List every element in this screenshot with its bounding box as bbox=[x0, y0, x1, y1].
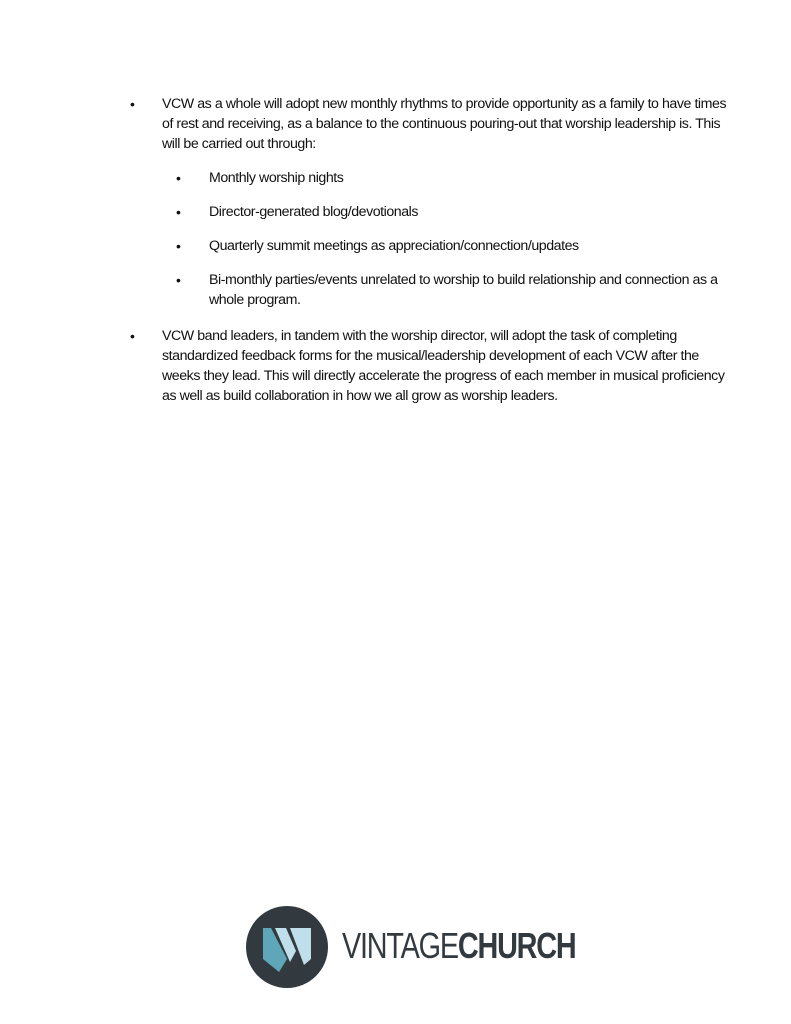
bullet-icon: • bbox=[176, 204, 181, 220]
bullet-icon: • bbox=[176, 170, 181, 186]
vintage-church-logo bbox=[246, 906, 606, 988]
sub-bullet-text: Monthly worship nights bbox=[209, 170, 344, 186]
bullet-item bbox=[130, 94, 727, 154]
sub-bullet-item bbox=[176, 270, 719, 310]
logo-word-vintage: VINTAGE bbox=[342, 925, 458, 966]
bullet-icon: • bbox=[176, 272, 181, 288]
logo-wordmark bbox=[342, 926, 575, 966]
sub-bullet-text: Bi-monthly parties/events unrelated to worship to build relationship and connection as a whole program. bbox=[209, 272, 718, 308]
bullet-icon: • bbox=[130, 96, 135, 112]
sub-bullet-text: Director-generated blog/devotionals bbox=[209, 204, 419, 220]
sub-bullet-item bbox=[176, 236, 719, 256]
logo-word-church: CHURCH bbox=[457, 925, 576, 966]
bullet-text: VCW band leaders, in tandem with the worship director, will adopt the task of completing standardized feedback forms for the musical/leadership development of each VCW after the weeks they lead. This will directly accelerate the progress of each member in musical proficiency as well as build collaboration in how we all grow as worship leaders. bbox=[162, 328, 725, 404]
shield-logo-icon bbox=[246, 906, 328, 988]
bullet-icon: • bbox=[130, 328, 135, 344]
sub-bullet-item bbox=[176, 168, 719, 188]
bullet-text: VCW as a whole will adopt new monthly rhythms to provide opportunity as a family to have times of rest and receiving, as a balance to the continuous pouring-out that worship leadership is. This will be carried out through: bbox=[162, 96, 727, 152]
sub-bullet-item bbox=[176, 202, 719, 222]
bullet-icon: • bbox=[176, 238, 181, 254]
sub-bullet-text: Quarterly summit meetings as appreciation/connection/updates bbox=[209, 238, 579, 254]
document-body bbox=[0, 94, 791, 406]
bullet-item bbox=[130, 326, 727, 406]
